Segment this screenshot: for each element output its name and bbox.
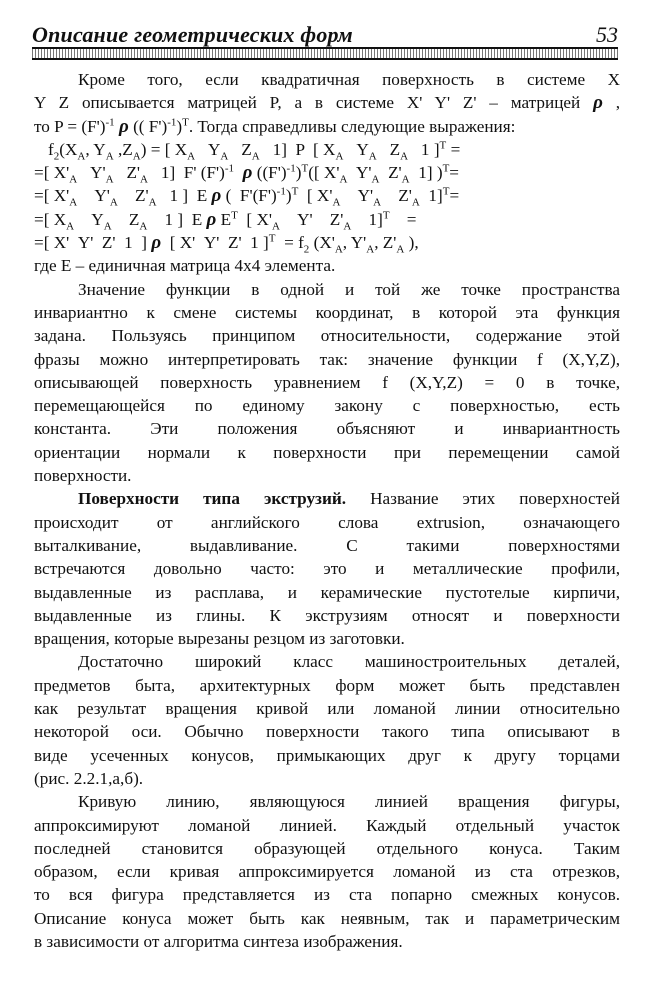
para3-line-3: как результат вращения кривой или ломаной линии относительно — [34, 699, 620, 719]
para3-line-5: виде усеченных конусов, примыкающих друг к другу торцами — [34, 745, 620, 765]
para1-line-8: ориентации нормали к поверхности при перемещении самой — [34, 442, 620, 462]
para2-line-4: встречаются довольно часто: это и металлические профили, — [34, 559, 620, 579]
equation-1: $f_2(X_A$, $Y_A$ $,Z_A$) = [ $X_A$ $Y_A$ $Z_A$ 1] P [ $X_A$ $Y_A$ $Z_A$ 1 ]$^T$ = — [48, 139, 461, 163]
para1-line-3: задана. Пользуясь принципом относительности, содержание этой — [34, 326, 620, 346]
para4-line-4: образом, если кривая аппроксимируется ломаной из ста отрезков, — [34, 862, 620, 882]
equation-3: =[ $X'_A$ $Y'_A$ $Z'_A$ 1 ] E ρ ( $F'(F')^{-1})^T$ [ $X'_A$ $Y'_A$ $Z'_A$ 1]$^T$= — [34, 185, 460, 209]
para4-line-3: последней становится образующей отдельного конуса. Таким — [34, 838, 620, 858]
para1-line-2: инвариантно к смене системы координат, в которой эта функция — [34, 302, 620, 322]
para3-line-6: (рис. 2.2.1,а,б). — [34, 768, 144, 788]
para2-line-2: происходит от английского слова extrusion, означающего — [34, 512, 620, 532]
para4-line-1: Кривую линию, являющуюся линией вращения фигуры, — [78, 792, 620, 812]
para1-line-1: Значение функции в одной и той же точке пространства — [78, 279, 620, 299]
para2-line-7: вращения, которые вырезаны резцом из заготовки. — [34, 629, 405, 649]
section-heading-extrusion: Поверхности типа экструзий. — [78, 489, 347, 509]
para4-line-6: Описание конуса может быть как неявным, так и параметрическим — [34, 908, 620, 928]
intro-line-1: Кроме того, если квадратичная поверхность в системе X — [78, 70, 620, 89]
para1-line-9: поверхности. — [34, 466, 132, 486]
para2-line-1: Поверхности типа экструзий. Название этих поверхностей — [78, 489, 621, 509]
equation-4: =[ $X_A$ $Y_A$ $Z_A$ 1 ] E ρ $E^T$ [ $X'_A$ Y' $Z'_A$ 1]$^T$ = — [34, 208, 417, 233]
para1-line-7: константа. Эти положения объясняют и инвариантность — [34, 419, 620, 439]
para2-line-6: выдавленные из глины. К экструзиям относят и поверхности — [34, 605, 620, 625]
page-number: 53 — [596, 22, 618, 47]
para1-line-5: описывающей поверхность уравнением f (X,Y,Z) = 0 в точке, — [34, 372, 620, 392]
header-rule — [32, 47, 618, 60]
para1-line-4: фразы можно интерпретировать так: значение функции f (X,Y,Z), — [34, 349, 620, 369]
equation-5: =[ X' Y' Z' 1 ] ρ [ X' Y' Z' 1 ]$^T = f_2$ ($X'_A$, $Y'_A$, $Z'_A$ ), — [34, 232, 419, 256]
after-equation-line: где E – единичная матрица 4x4 элемента. — [34, 256, 336, 276]
para3-line-1: Достаточно широкий класс машиностроительных деталей, — [78, 652, 620, 672]
running-title: Описание геометрических форм — [32, 22, 353, 47]
equation-2: =[ $X'_A$ $Y'_A$ $Z'_A$ 1] F' $(F')^{-1}$ ρ $((F')^{-1})^T$([ $X'_A$ $Y'_A$ $Z'_A$ 1] )$^T$= — [34, 162, 459, 186]
para2-line-5: выдавленные из расплава, и керамические пустотелые кирпичи, — [34, 582, 620, 602]
page-body — [34, 68, 620, 953]
para2-line-3: выталкивание, выдавливание. С такими поверхностями — [34, 535, 620, 555]
intro-line-2: Y Z описывается матрицей P, а в системе X' Y' Z' – матрицей ρ , — [34, 92, 621, 114]
page-header — [32, 18, 618, 50]
para4-line-5: то вся фигура представляется из ста попарно смежных конусов. — [34, 885, 620, 905]
para3-line-2: предметов быта, архитектурных форм может быть представлен — [34, 675, 620, 695]
para4-line-7: в зависимости от алгоритма синтеза изображения. — [34, 931, 403, 951]
para1-line-6: перемещающейся по единому закону с поверхностью, есть — [34, 396, 620, 416]
para4-line-2: аппроксимируют ломаной линией. Каждый отдельный участок — [34, 815, 620, 835]
para3-line-4: некоторой оси. Обычно поверхности такого типа описывают в — [34, 722, 620, 742]
intro-line-3: то $P = (F')^{-1}$ ρ (( F')$^{-1}$)$^T$. Тогда справедливы следующие выражения: — [34, 115, 516, 137]
